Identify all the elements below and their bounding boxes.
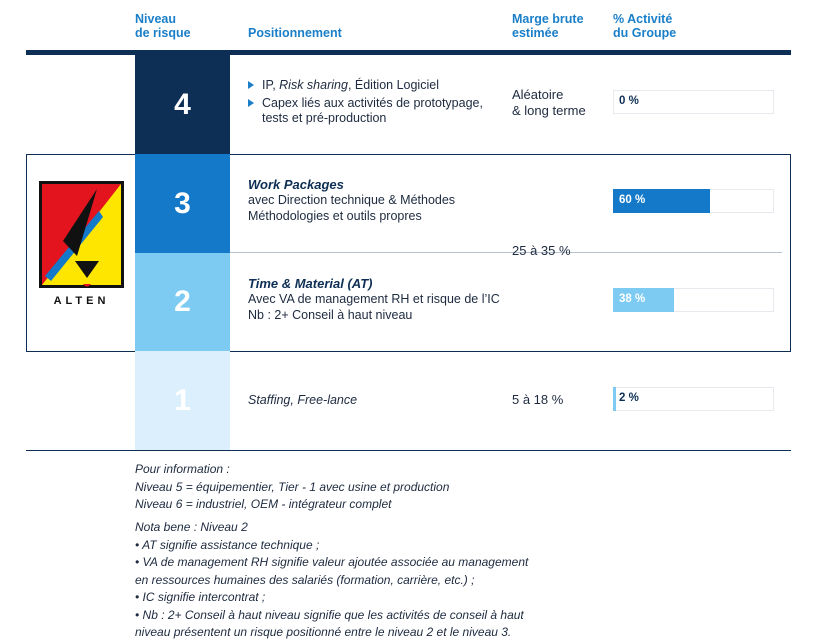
activity-bar-level-1 [613,387,774,411]
level-4-margin: Aléatoire & long terme [512,87,586,118]
level-4-number: 4 [174,87,191,121]
header-margin-line2: estimée [512,26,559,40]
level-4-cell [135,55,230,154]
info-line-2: Niveau 6 = industriel, OEM - intégrateur complet [135,497,392,511]
activity-bar-level-3 [613,189,774,213]
activity-bar-label-level-2: 38 % [619,293,646,305]
level-1-number: 1 [174,383,191,417]
level-2-positioning [248,276,500,323]
header-position: Positionnement [248,26,342,40]
level-3-line-1: avec Direction technique & Méthodes [248,193,456,207]
header-risk-line1: Niveau [135,12,176,26]
bullet-arrow-icon [248,99,254,107]
nota-line-4: • IC signifie intercontrat ; [135,590,266,604]
header-risk-line2: de risque [135,26,191,40]
level-1-positioning: Staffing, Free-lance [248,393,358,407]
activity-bar-label-level-1: 2 % [619,392,639,404]
activity-bar-label-level-4: 0 % [619,95,639,107]
activity-bar-label-level-3: 60 % [619,194,646,206]
alten-logo [39,181,124,308]
level-1-cell [135,351,230,450]
info-notes [135,461,449,514]
level-3-title: Work Packages [248,177,344,192]
level-2-line-1: Avec VA de management RH et risque de l’IC [248,292,500,306]
level-3-cell [135,154,230,253]
activity-bar-level-2 [613,288,774,312]
footer-rule [26,450,791,451]
activity-bar-fill-level-1 [613,387,616,411]
level-1-margin: 5 à 18 % [512,392,564,407]
level-3-line-2: Méthodologies et outils propres [248,209,422,223]
level-2-title: Time & Material (AT) [248,276,373,291]
nota-line-2: • VA de management RH signifie valeur ajoutée associée au management [135,555,529,569]
level-2-number: 2 [174,285,191,318]
level-4-bullet-2: Capex liés aux activités de prototypage, tests et pré-production [248,96,512,126]
bullet-arrow-icon [248,81,254,89]
alten-logo-icon [39,181,124,308]
info-title: Pour information : [135,462,230,476]
nota-line-3: en ressources humaines des salariés (formation, carrière, etc.) ; [135,572,475,587]
level-3-number: 3 [174,186,191,220]
level-2-cell [135,253,230,351]
nota-bene [135,519,528,642]
header-activity [613,12,676,40]
info-line-1: Niveau 5 = équipementier, Tier - 1 avec usine et production [135,479,450,494]
header-margin [512,12,584,40]
row-divider-3-2 [230,252,782,253]
nota-title: Nota bene : Niveau 2 [135,520,248,534]
level-3-positioning [248,177,455,224]
nota-line-6: niveau présentent un risque positionné entre le niveau 2 et le niveau 3. [135,625,512,639]
activity-bar-level-4 [613,90,774,114]
level-4-bullet-1: IP, Risk sharing, Édition Logiciel [248,78,512,93]
header-activity-line1: % Activité [613,12,673,26]
level-3-2-margin: 25 à 35 % [512,243,571,258]
nota-line-5: • Nb : 2+ Conseil à haut niveau signifie que les activités de conseil à haut [135,607,524,622]
header-margin-line1: Marge brute [512,12,584,26]
nota-line-1: • AT signifie assistance technique ; [135,537,320,552]
header-activity-line2: du Groupe [613,26,677,40]
level-2-line-2: Nb : 2+ Conseil à haut niveau [248,308,413,322]
alten-logo-text: ALTEN [53,295,110,307]
header-risk-level [135,12,191,40]
level-4-positioning [248,78,512,129]
